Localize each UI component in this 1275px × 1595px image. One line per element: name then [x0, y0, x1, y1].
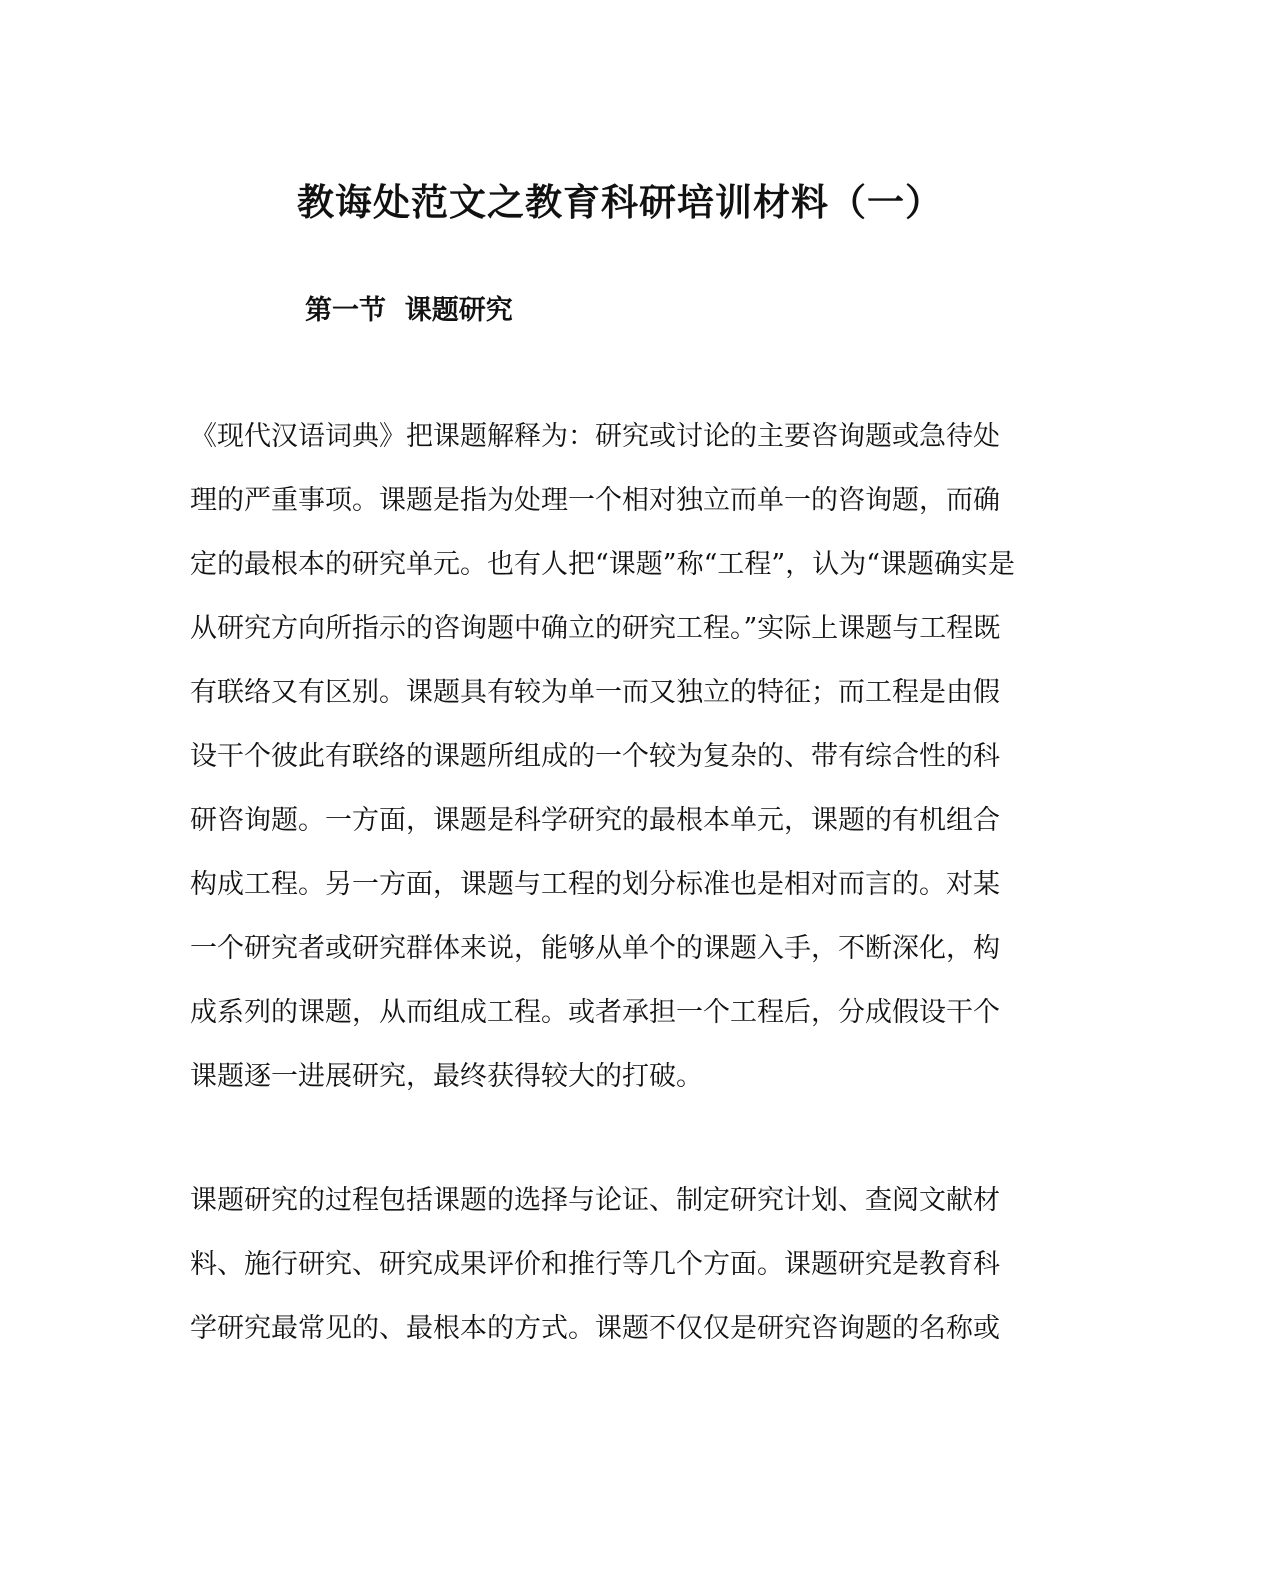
section-heading: 第一节 课题研究 [305, 295, 513, 326]
paragraph-line: 研咨询题。一方面，课题是科学研究的最根本单元，课题的有机组合 [190, 805, 1000, 836]
paragraph-line: 一个研究者或研究群体来说，能够从单个的课题入手，不断深化，构 [190, 933, 1000, 964]
paragraph-line: 学研究最常见的、最根本的方式。课题不仅仅是研究咨询题的名称或 [190, 1313, 1000, 1344]
paragraph-line: 设干个彼此有联络的课题所组成的一个较为复杂的、带有综合性的科 [190, 741, 1000, 772]
paragraph-line: 构成工程。另一方面，课题与工程的划分标准也是相对而言的。对某 [190, 869, 1000, 900]
paragraph-line: 理的严重事项。课题是指为处理一个相对独立而单一的咨询题，而确 [190, 485, 1000, 516]
paragraph-2 [190, 1169, 1070, 1361]
paragraph-line: 《现代汉语词典》把课题解释为：研究或讨论的主要咨询题或急待处 [190, 421, 1000, 452]
paragraph-line: 课题逐一进展研究，最终获得较大的打破。 [190, 1061, 703, 1092]
paragraph-line: 有联络又有区别。课题具有较为单一而又独立的特征；而工程是由假 [190, 677, 1000, 708]
paragraph-line: 料、施行研究、研究成果评价和推行等几个方面。课题研究是教育科 [190, 1249, 1000, 1280]
paragraph-line: 课题研究的过程包括课题的选择与论证、制定研究计划、查阅文献材 [190, 1185, 1000, 1216]
document-title: 教诲处范文之教育科研培训材料（一） [297, 180, 943, 224]
paragraph-1 [190, 405, 1070, 1109]
paragraph-line: 从研究方向所指示的咨询题中确立的研究工程。”实际上课题与工程既 [190, 613, 1001, 644]
paragraph-line: 定的最根本的研究单元。也有人把“课题”称“工程”，认为“课题确实是 [190, 549, 1016, 580]
paragraph-line: 成系列的课题，从而组成工程。或者承担一个工程后，分成假设干个 [190, 997, 1000, 1028]
